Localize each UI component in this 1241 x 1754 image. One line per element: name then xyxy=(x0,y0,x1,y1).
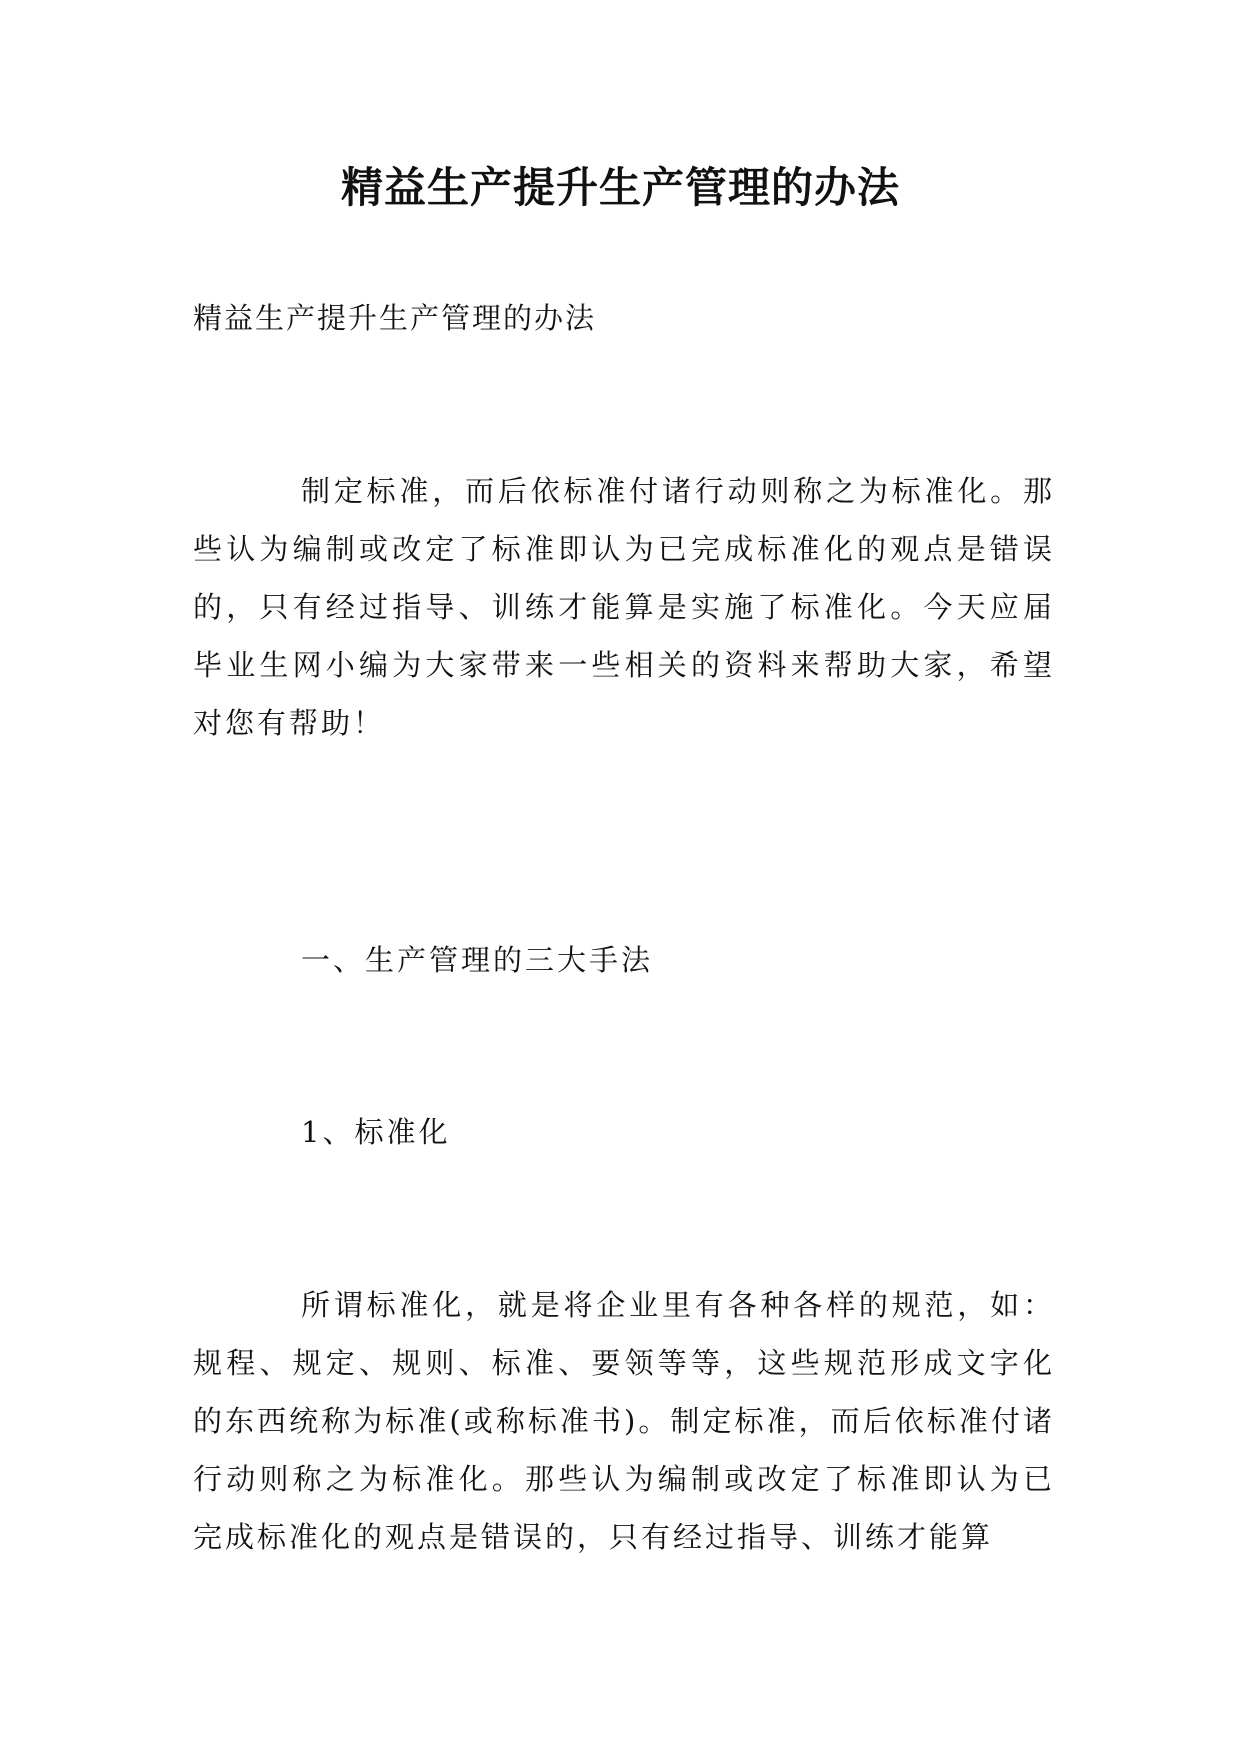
subsection-heading: 1、标准化 xyxy=(301,1115,451,1149)
section-heading: 一、生产管理的三大手法 xyxy=(301,943,654,977)
intro-paragraph: 制定标准，而后依标准付诸行动则称之为标准化。那些认为编制或改定了标准即认为已完成标准化的观点是错误的，只有经过指导、训练才能算是实施了标准化。今天应届毕业生网小编为大家带来一些相关的资料来帮助大家，希望对您有帮助！ xyxy=(193,474,1055,740)
document-title: 精益生产提升生产管理的办法 xyxy=(340,163,900,212)
body-paragraph: 所谓标准化，就是将企业里有各种各样的规范，如：规程、规定、规则、标准、要领等等，这些规范形成文字化的东西统称为标准(或称标准书)。制定标准，而后依标准付诸行动则称之为标准化。那些认为编制或改定了标准即认为已完成标准化的观点是错误的，只有经过指导、训练才能算 xyxy=(193,1288,1055,1554)
document-subtitle: 精益生产提升生产管理的办法 xyxy=(193,301,597,335)
